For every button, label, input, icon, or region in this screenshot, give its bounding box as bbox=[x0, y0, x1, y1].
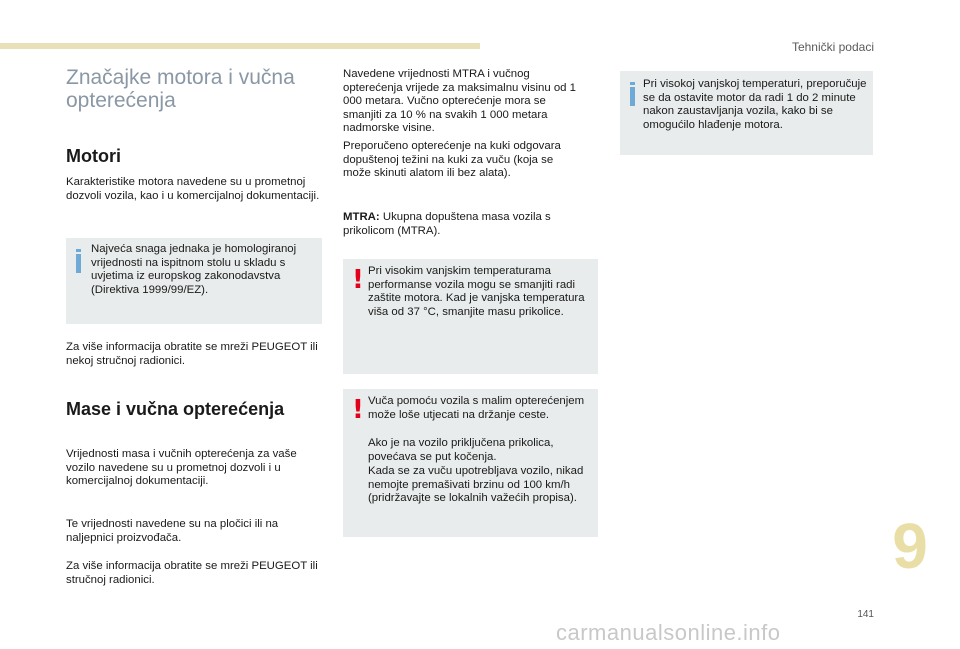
mtra-definition bbox=[343, 211, 581, 238]
warning-towing-text-2: Ako je na vozilo priključena prikolica, povećava se put kočenja. bbox=[368, 437, 554, 463]
section-header: Tehnički podaci bbox=[791, 40, 874, 54]
masses-heading: Mase i vučna opterećenja bbox=[66, 399, 285, 419]
cooling-info-text: Pri visokoj vanjskoj temperaturi, preporučuje se da ostavite motor da radi 1 do 2 minute nakon zaustavljanja vozila, kako bi se omogućilo hlađenje motora. bbox=[643, 78, 867, 131]
masses-more-info: Za više informacija obratite se mreži PEUGEOT ili stručnoj radionici. bbox=[66, 560, 318, 586]
info-icon bbox=[76, 254, 81, 273]
page-title: Značajke motora i vučna opterećenja bbox=[66, 66, 295, 112]
cooling-info-box bbox=[620, 71, 873, 155]
warning-box-temperature bbox=[343, 259, 598, 374]
chapter-number: 9 bbox=[892, 510, 928, 582]
masses-text-2: Te vrijednosti navedene su na pločici ili na naljepnici proizvođača. bbox=[66, 518, 279, 544]
engines-info-text: Najveća snaga jednaka je homologiranoj vrijednosti na ispitnom stolu u skladu s uvjetima iz europskog zakonodavstva (Direktiva 1999/99/EZ). bbox=[91, 243, 297, 296]
watermark: carmanualsonline.info bbox=[556, 620, 781, 645]
page-number: 141 bbox=[857, 609, 874, 620]
warning-temperature-text: Pri visokim vanjskim temperaturama performanse vozila mogu se smanjiti radi zaštite motora. Kad je vanjska temperatura viša od 37 °C, smanjite masu prikolice. bbox=[368, 265, 585, 318]
info-icon bbox=[630, 87, 635, 106]
warning-box-towing bbox=[343, 389, 598, 537]
engines-heading: Motori bbox=[66, 146, 121, 166]
mtra-label: MTRA: bbox=[343, 211, 380, 223]
header-rule bbox=[0, 43, 480, 49]
warning-icon: ! bbox=[352, 265, 364, 295]
mtra-altitude-text: Navedene vrijednosti MTRA i vučnog opterećenja vrijede za maksimalnu visinu od 1 000 metara. Vučno opterećenje mora se smanjiti za 10 % na svakih 1 000 metara nadmorske visine. bbox=[343, 68, 576, 135]
engines-more-info: Za više informacija obratite se mreži PEUGEOT ili nekoj stručnoj radionici. bbox=[66, 341, 318, 367]
engines-info-box bbox=[66, 238, 322, 324]
engines-text: Karakteristike motora navedene su u prometnoj dozvoli vozila, kao i u komercijalnoj dokumentaciji. bbox=[66, 176, 320, 202]
warning-towing-text-3: Kada se za vuču upotrebljava vozilo, nikad nemojte premašivati brzinu od 100 km/h (pridržavajte se lokalnih važećih propisa). bbox=[368, 465, 584, 505]
masses-text-1: Vrijednosti masa i vučnih opterećenja za vaše vozilo navedene su u prometnoj dozvoli i u komercijalnoj dokumentaciji. bbox=[66, 448, 297, 488]
warning-icon: ! bbox=[352, 395, 364, 425]
mtra-text: Ukupna dopuštena masa vozila s prikolicom (MTRA). bbox=[343, 211, 551, 237]
warning-towing-text-1: Vuča pomoću vozila s malim opterećenjem može loše utjecati na držanje ceste. bbox=[368, 395, 585, 421]
hitch-load-text: Preporučeno opterećenje na kuki odgovara dopuštenoj težini na kuki za vuču (koja se može skinuti alatom ili bez alata). bbox=[343, 140, 561, 180]
